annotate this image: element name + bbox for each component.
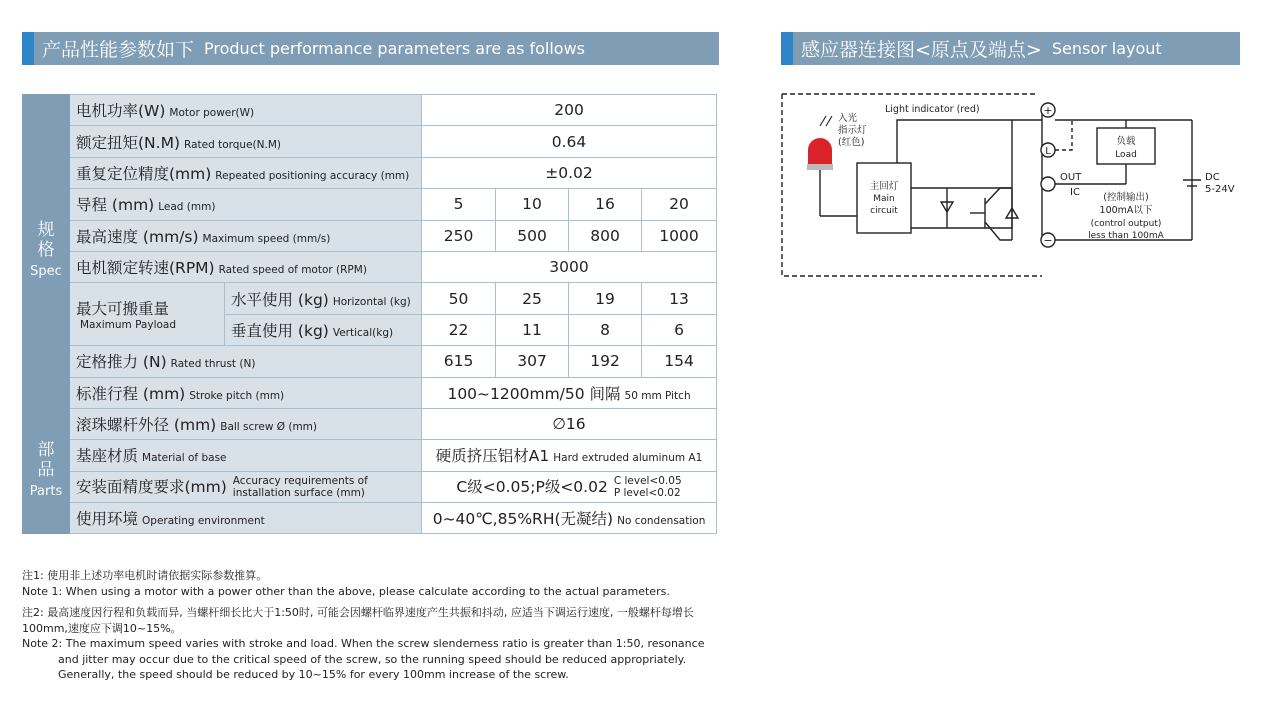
stroke-value (422, 377, 717, 408)
parts-group-cn1: 部 (37, 440, 55, 461)
rated-thrust-value: 615 (422, 346, 496, 377)
rated-torque-value: 0.64 (422, 126, 717, 157)
note-1-cn: 注1: 使用非上述功率电机时请依据实际参数推算。 (22, 569, 268, 582)
label-cn: 使用环境 (76, 510, 139, 529)
spec-group-label (23, 95, 70, 409)
red-light-icon (808, 138, 832, 168)
label-en (233, 475, 368, 499)
value-en-line2: P level<0.02 (613, 487, 681, 500)
table-row (23, 440, 717, 471)
label-en: Repeated positioning accuracy (mm) (215, 169, 410, 182)
label-cn: 重复定位精度(mm) (76, 164, 212, 183)
parts-group-en: Parts (29, 484, 63, 500)
header-accent-bar (781, 32, 793, 65)
control-output-en1: (control output) (1090, 219, 1162, 229)
terminal-out (1041, 177, 1055, 191)
rated-thrust-label (70, 346, 422, 377)
table-row (23, 346, 717, 377)
rated-speed-label (70, 251, 422, 282)
parts-group-label (23, 408, 70, 534)
environment-label (70, 503, 422, 534)
label-cn: 导程 (mm) (76, 196, 155, 215)
payload-vertical-value: 11 (496, 314, 569, 345)
dc-range-label: 5-24V (1205, 184, 1235, 195)
performance-header (22, 32, 719, 65)
header-accent-bar (22, 32, 34, 65)
label-en: Horizontal (kg) (332, 295, 411, 308)
label-cn: 电机功率(W) (76, 102, 166, 121)
install-accuracy-value (422, 471, 717, 502)
note-1-en: Note 1: When using a motor with a power other than the above, please calculate according to the actual parameters. (22, 584, 670, 598)
label-cn: 水平使用 (kg) (231, 290, 329, 309)
max-speed-value: 800 (569, 220, 642, 251)
label-cn: 额定扭矩(N.M) (76, 133, 180, 152)
performance-header-en: Product performance parameters are as follows (204, 39, 586, 58)
value-en-line1: C level<0.05 (613, 475, 682, 488)
label-en: Material of base (142, 452, 227, 465)
terminal-l-label: L (1045, 146, 1051, 157)
value-cn: 0~40℃,85%RH(无凝结) (432, 510, 614, 529)
ball-screw-label (70, 408, 422, 439)
indicator-wire (897, 120, 1012, 163)
light-indicator-label: Light indicator (red) (885, 104, 980, 115)
base-material-value (422, 440, 717, 471)
table-row (23, 126, 717, 157)
ball-screw-value: ∅16 (422, 408, 717, 439)
sensor-diagram (780, 88, 1242, 283)
label-en: Lead (mm) (158, 201, 216, 214)
environment-value (422, 503, 717, 534)
dc-label: DC (1205, 172, 1220, 183)
label-en: Stroke pitch (mm) (189, 389, 285, 402)
load-label-en: Load (1115, 150, 1137, 160)
lead-label (70, 189, 422, 220)
label-en: Rated speed of motor (RPM) (218, 264, 367, 277)
table-row (23, 283, 717, 314)
payload-horizontal-value: 13 (642, 283, 717, 314)
label-en: Operating environment (142, 515, 265, 528)
rated-thrust-value: 192 (569, 346, 642, 377)
label-cn: 垂直使用 (kg) (231, 321, 329, 340)
rated-torque-label (70, 126, 422, 157)
table-row (23, 157, 717, 188)
max-speed-value: 500 (496, 220, 569, 251)
ic-label: IC (1070, 187, 1080, 198)
load-label-cn: 负载 (1116, 136, 1136, 147)
rated-speed-value: 3000 (422, 251, 717, 282)
terminal-plus-label: + (1043, 104, 1053, 117)
label-en: Maximum speed (mm/s) (202, 232, 331, 245)
table-row (23, 189, 717, 220)
sensor-header-en: Sensor layout (1051, 39, 1162, 58)
label-en-line2: installation surface (mm) (232, 487, 365, 500)
payload-horizontal-value: 19 (569, 283, 642, 314)
spec-group-cn2: 格 (37, 240, 55, 261)
transistor-emitter (985, 222, 1012, 240)
label-cn: 滚珠螺杆外径 (mm) (76, 416, 217, 435)
sensor-header-cn: 感应器连接图<原点及端点> (801, 39, 1042, 61)
repeat-accuracy-label (70, 157, 422, 188)
control-output-cn: (控制输出) (1103, 192, 1149, 203)
label-en-line1: Accuracy requirements of (232, 475, 368, 488)
label-cn: 标准行程 (mm) (76, 384, 186, 403)
table-row (23, 251, 717, 282)
motor-power-value: 200 (422, 95, 717, 126)
max-speed-value: 1000 (642, 220, 717, 251)
value-en: Hard extruded aluminum A1 (553, 452, 703, 465)
motor-power-label (70, 95, 422, 126)
label-cn: 最高速度 (mm/s) (76, 227, 199, 246)
label-en: Maximum Payload (80, 319, 177, 332)
base-material-label (70, 440, 422, 471)
spec-table (22, 94, 717, 534)
out-label: OUT (1060, 172, 1082, 183)
payload-label (70, 283, 225, 346)
sensor-enclosure-outline (782, 94, 1042, 276)
value-cn: 100~1200mm/50 间隔 (447, 384, 621, 403)
repeat-accuracy-value: ±0.02 (422, 157, 717, 188)
note-2-en: Note 2: The maximum speed varies with stroke and load. When the screw slenderness ratio is greater than 1:50, resonance and jitter may occur due to the critical speed of the screw, so the running speed should be reduced appropriately. Generally, the speed should be reduced by 10~15% for every 100mm increase of the screw. (22, 637, 705, 681)
lead-value: 5 (422, 189, 496, 220)
label-en: Rated thrust (N) (170, 358, 256, 371)
label-cn: 定格推力 (N) (76, 353, 167, 372)
payload-vertical-label (225, 314, 422, 345)
terminal-minus-label: − (1043, 234, 1053, 247)
rated-thrust-value: 307 (496, 346, 569, 377)
payload-vertical-value: 6 (642, 314, 717, 345)
table-row (23, 220, 717, 251)
value-cn: C级<0.05;P级<0.02 (456, 477, 608, 496)
rated-thrust-value: 154 (642, 346, 717, 377)
table-row (23, 503, 717, 534)
spec-group-en: Spec (30, 264, 62, 280)
label-cn: 安装面精度要求(mm) (76, 477, 227, 496)
max-speed-value: 250 (422, 220, 496, 251)
payload-vertical-value: 22 (422, 314, 496, 345)
label-cn: 电机额定转速(RPM) (76, 259, 215, 278)
table-row (23, 471, 717, 502)
label-cn: 基座材质 (76, 447, 139, 466)
sensor-header (781, 32, 1240, 65)
lead-value: 16 (569, 189, 642, 220)
label-cn: 最大可搬重量 (76, 300, 170, 319)
incoming-label-2: 指示灯 (838, 125, 867, 136)
lead-value: 20 (642, 189, 717, 220)
transistor-collector (985, 188, 1012, 204)
l-dashed-wire (1055, 120, 1072, 150)
stroke-label (70, 377, 422, 408)
value-en (614, 475, 682, 499)
max-speed-label (70, 220, 422, 251)
control-output-en2: less than 100mA (1088, 231, 1164, 241)
value-cn: 硬质挤压铝材A1 (435, 447, 550, 466)
main-circuit-en2: circuit (870, 206, 898, 216)
install-accuracy-label (70, 471, 422, 502)
incoming-arrows-icon (820, 116, 832, 126)
payload-horizontal-value: 25 (496, 283, 569, 314)
performance-header-cn: 产品性能参数如下 (42, 39, 195, 61)
notes (22, 568, 722, 683)
label-en: Motor power(W) (169, 107, 255, 120)
payload-horizontal-label (225, 283, 422, 314)
control-output-cn2: 100mA以下 (1099, 205, 1153, 216)
label-en: Ball screw Ø (mm) (220, 421, 318, 434)
table-row (23, 95, 717, 126)
note-2-cn: 注2: 最高速度因行程和负载而异, 当螺杆细长比大于1:50时, 可能会因螺杆临界速度产生共振和抖动, 应适当下调运行速度, 一般螺杆每增长100mm,速度应下调10~15%。 (22, 606, 694, 635)
value-en: No condensation (617, 515, 706, 528)
lead-value: 10 (496, 189, 569, 220)
incoming-label-3: (红色) (838, 137, 865, 148)
incoming-label-1: 入光 (838, 113, 858, 124)
spec-group-cn1: 规 (37, 220, 55, 241)
table-row (23, 408, 717, 439)
main-circuit-cn: 主回灯 (869, 181, 899, 192)
parts-group-cn2: 品 (37, 460, 55, 481)
value-en: 50 mm Pitch (624, 389, 691, 402)
payload-horizontal-value: 50 (422, 283, 496, 314)
red-light-base (807, 164, 833, 170)
payload-vertical-value: 8 (569, 314, 642, 345)
label-en: Rated torque(N.M) (184, 138, 281, 151)
main-circuit-en1: Main (873, 194, 895, 204)
label-en: Vertical(kg) (332, 326, 394, 339)
table-row (23, 377, 717, 408)
